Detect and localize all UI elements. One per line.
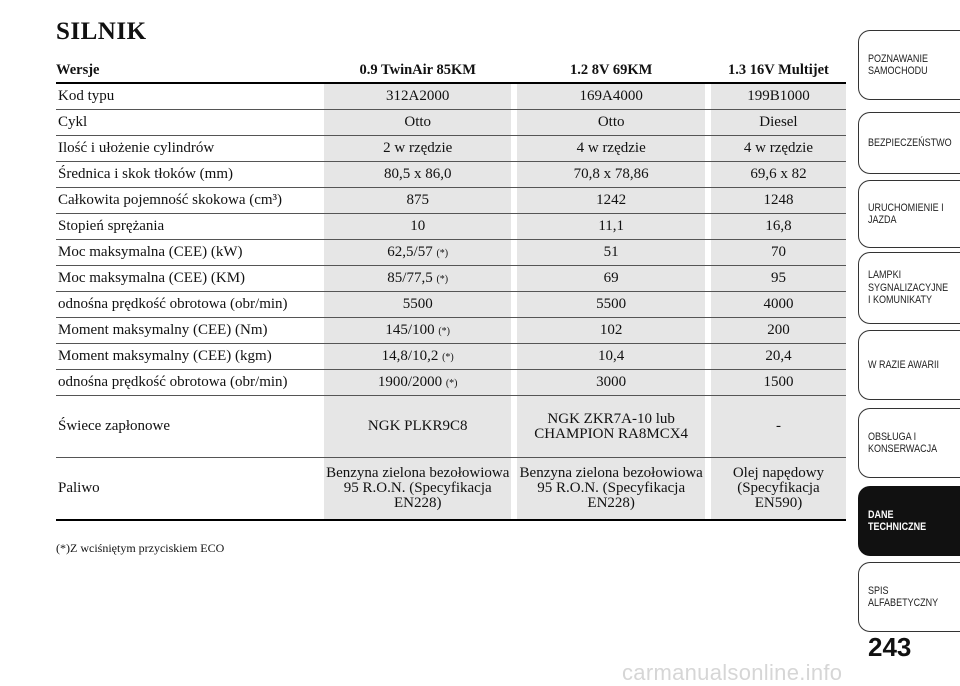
chapter-tab-label: POZNAWANIE SAMOCHODU bbox=[868, 52, 928, 77]
row-value: 875 bbox=[324, 188, 511, 214]
chapter-tab[interactable] bbox=[858, 180, 960, 248]
header-8v: 1.2 8V 69KM bbox=[517, 58, 704, 83]
chapter-tab[interactable] bbox=[858, 30, 960, 100]
table-row bbox=[56, 214, 846, 240]
row-label: Cykl bbox=[56, 110, 318, 136]
table-row bbox=[56, 136, 846, 162]
chapter-tab-label: W RAZIE AWARII bbox=[868, 358, 939, 371]
table-row bbox=[56, 458, 846, 521]
row-value: 10,4 bbox=[517, 344, 704, 370]
chapter-tab-label: DANE TECHNICZNE bbox=[868, 508, 927, 533]
row-value: 5500 bbox=[517, 292, 704, 318]
chapter-tab[interactable] bbox=[858, 112, 960, 174]
row-value: 14,8/10,2 (*) bbox=[324, 344, 511, 370]
table-row bbox=[56, 110, 846, 136]
row-label: Moment maksymalny (CEE) (Nm) bbox=[56, 318, 318, 344]
row-value: Otto bbox=[324, 110, 511, 136]
chapter-tab[interactable] bbox=[858, 486, 960, 556]
row-label: Średnica i skok tłoków (mm) bbox=[56, 162, 318, 188]
row-value: 4000 bbox=[711, 292, 846, 318]
table-header-row bbox=[56, 58, 846, 83]
section-title: SILNIK bbox=[56, 18, 147, 45]
chapter-tab[interactable] bbox=[858, 252, 960, 324]
row-value: 69,6 x 82 bbox=[711, 162, 846, 188]
row-value: 5500 bbox=[324, 292, 511, 318]
table-row bbox=[56, 266, 846, 292]
watermark: carmanualsonline.info bbox=[622, 660, 843, 685]
row-value: - bbox=[711, 396, 846, 458]
row-label: Świece zapłonowe bbox=[56, 396, 318, 458]
chapter-tab-label: SPIS ALFABETYCZNY bbox=[868, 584, 939, 609]
row-value: 199B1000 bbox=[711, 83, 846, 110]
row-value: 16,8 bbox=[711, 214, 846, 240]
row-value: 4 w rzędzie bbox=[517, 136, 704, 162]
row-value: 312A2000 bbox=[324, 83, 511, 110]
chapter-tab[interactable] bbox=[858, 562, 960, 632]
row-value: 95 bbox=[711, 266, 846, 292]
table-row bbox=[56, 162, 846, 188]
engine-spec-table bbox=[56, 58, 846, 521]
table-row bbox=[56, 188, 846, 214]
chapter-tab-label: OBSŁUGA I KONSERWACJA bbox=[868, 430, 938, 455]
row-label: odnośna prędkość obrotowa (obr/min) bbox=[56, 292, 318, 318]
table-row bbox=[56, 344, 846, 370]
row-value: 69 bbox=[517, 266, 704, 292]
row-value: 1248 bbox=[711, 188, 846, 214]
header-twinair: 0.9 TwinAir 85KM bbox=[324, 58, 511, 83]
row-value: Benzyna zielona bezołowiowa 95 R.O.N. (Specyfikacja EN228) bbox=[324, 458, 511, 521]
row-value: 62,5/57 (*) bbox=[324, 240, 511, 266]
row-value: Benzyna zielona bezołowiowa 95 R.O.N. (Specyfikacja EN228) bbox=[517, 458, 704, 521]
row-value: NGK ZKR7A-10 lub CHAMPION RA8MCX4 bbox=[517, 396, 704, 458]
row-value: 70,8 x 78,86 bbox=[517, 162, 704, 188]
table-row bbox=[56, 370, 846, 396]
row-value: 85/77,5 (*) bbox=[324, 266, 511, 292]
row-value: 70 bbox=[711, 240, 846, 266]
row-value: Diesel bbox=[711, 110, 846, 136]
row-label: Moc maksymalna (CEE) (KM) bbox=[56, 266, 318, 292]
row-value: NGK PLKR9C8 bbox=[324, 396, 511, 458]
page-number: 243 bbox=[868, 632, 912, 662]
row-value: 1500 bbox=[711, 370, 846, 396]
row-value: 20,4 bbox=[711, 344, 846, 370]
chapter-tab[interactable] bbox=[858, 330, 960, 400]
row-value: 3000 bbox=[517, 370, 704, 396]
row-value: Otto bbox=[517, 110, 704, 136]
row-label: odnośna prędkość obrotowa (obr/min) bbox=[56, 370, 318, 396]
chapter-tab-label: LAMPKI SYGNALIZACYJNE I KOMUNIKATY bbox=[868, 269, 949, 307]
row-value: 51 bbox=[517, 240, 704, 266]
chapter-tab-label: URUCHOMIENIE I JAZDA bbox=[868, 201, 944, 226]
row-label: Paliwo bbox=[56, 458, 318, 521]
table-row bbox=[56, 240, 846, 266]
row-value: 1242 bbox=[517, 188, 704, 214]
header-versions: Wersje bbox=[56, 58, 318, 83]
row-value: 145/100 (*) bbox=[324, 318, 511, 344]
row-label: Kod typu bbox=[56, 83, 318, 110]
row-value: 10 bbox=[324, 214, 511, 240]
row-label: Ilość i ułożenie cylindrów bbox=[56, 136, 318, 162]
footnote: (*)Z wciśniętym przyciskiem ECO bbox=[56, 541, 225, 555]
chapter-tab-label: BEZPIECZEŃSTWO bbox=[868, 136, 952, 149]
row-label: Moc maksymalna (CEE) (kW) bbox=[56, 240, 318, 266]
row-value: 169A4000 bbox=[517, 83, 704, 110]
row-value: 200 bbox=[711, 318, 846, 344]
header-multijet: 1.3 16V Multijet bbox=[711, 58, 846, 83]
table-row bbox=[56, 83, 846, 110]
table-row bbox=[56, 292, 846, 318]
row-value: 2 w rzędzie bbox=[324, 136, 511, 162]
table-row bbox=[56, 396, 846, 458]
row-label: Stopień sprężania bbox=[56, 214, 318, 240]
table-row bbox=[56, 318, 846, 344]
row-value: 80,5 x 86,0 bbox=[324, 162, 511, 188]
row-value: 102 bbox=[517, 318, 704, 344]
row-value: 1900/2000 (*) bbox=[324, 370, 511, 396]
chapter-tab[interactable] bbox=[858, 408, 960, 478]
row-value: 11,1 bbox=[517, 214, 704, 240]
row-value: 4 w rzędzie bbox=[711, 136, 846, 162]
row-value: Olej napędowy (Specyfikacja EN590) bbox=[711, 458, 846, 521]
row-label: Moment maksymalny (CEE) (kgm) bbox=[56, 344, 318, 370]
row-label: Całkowita pojemność skokowa (cm³) bbox=[56, 188, 318, 214]
